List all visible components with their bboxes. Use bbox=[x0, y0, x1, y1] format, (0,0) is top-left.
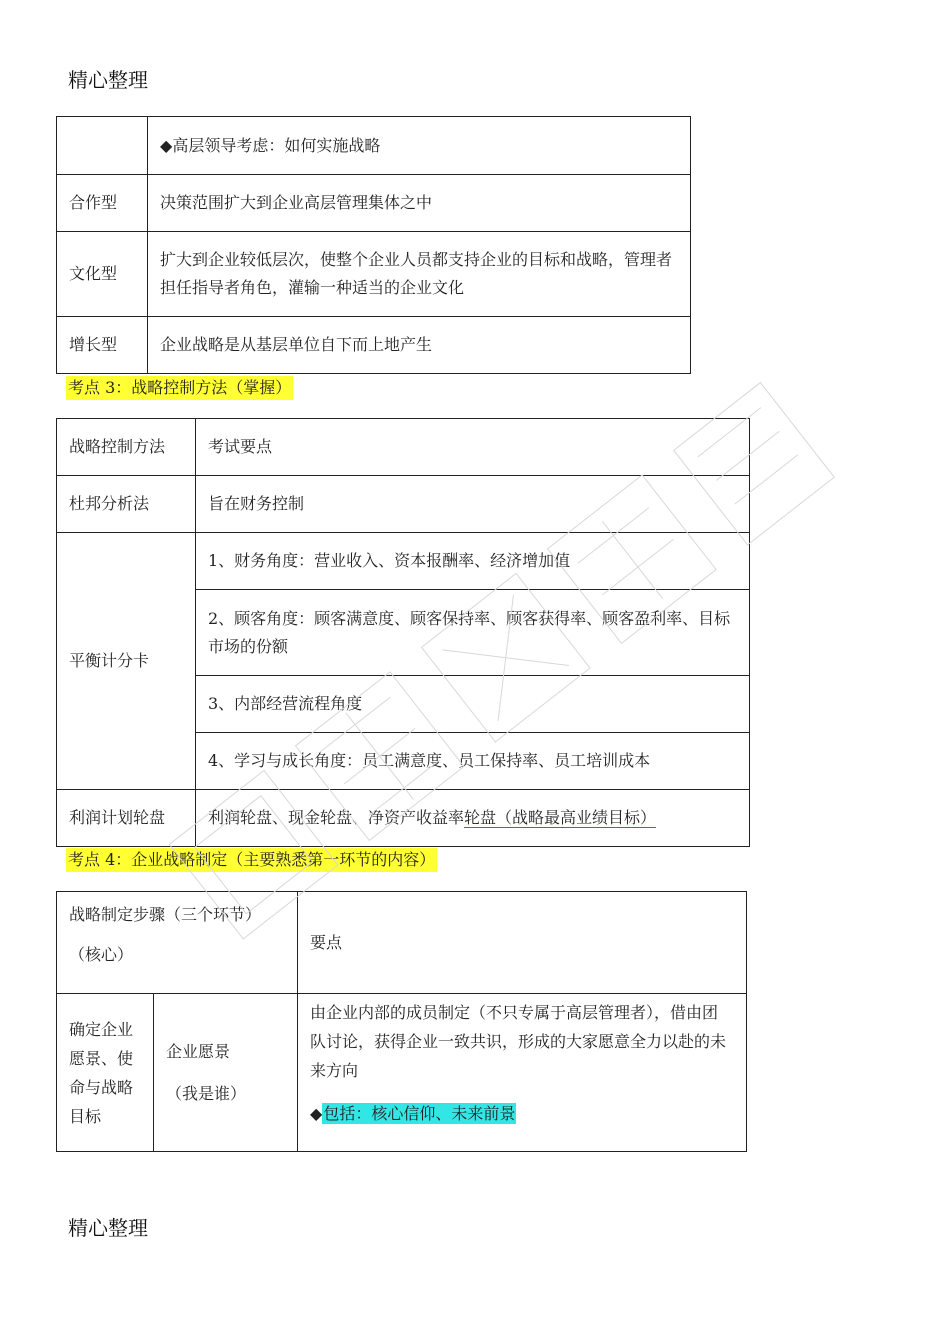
section-heading-kp4: 考点 4：企业战略制定（主要熟悉第一环节的内容） bbox=[66, 848, 437, 872]
table-cell-type: 增长型 bbox=[57, 317, 148, 374]
table-cell-desc: 扩大到企业较低层次，使整个企业人员都支持企业的目标和战略，管理者担任指导者角色，灌输一种适当的企业文化 bbox=[148, 232, 691, 317]
table-row bbox=[57, 476, 750, 533]
bullet-line bbox=[310, 1099, 734, 1128]
table-row bbox=[57, 790, 750, 847]
table-header-row bbox=[57, 419, 750, 476]
table-header-row bbox=[57, 892, 747, 994]
method-name: 平衡计分卡 bbox=[57, 533, 196, 790]
table-row bbox=[57, 175, 691, 232]
table-row bbox=[57, 232, 691, 317]
table-cell-desc: 企业战略是从基层单位自下而上地产生 bbox=[148, 317, 691, 374]
page-footer-title: 精心整理 bbox=[68, 1216, 148, 1240]
column-header-points: 考试要点 bbox=[196, 419, 750, 476]
diamond-icon: ◆ bbox=[310, 1104, 323, 1123]
bsc-item: 1、财务角度：营业收入、资本报酬率、经济增加值 bbox=[196, 533, 750, 590]
column-header-method: 战略控制方法 bbox=[57, 419, 196, 476]
column-header-points: 要点 bbox=[298, 892, 747, 994]
table-row bbox=[57, 117, 691, 175]
bsc-item: 2、顾客角度：顾客满意度、顾客保持率、顾客获得率、顾客盈利率、目标市场的份额 bbox=[196, 590, 750, 676]
diamond-icon: ◆ bbox=[160, 135, 173, 155]
method-name: 杜邦分析法 bbox=[57, 476, 196, 533]
strategic-control-table bbox=[56, 418, 750, 847]
table-cell-type bbox=[57, 117, 148, 175]
table-row bbox=[57, 317, 691, 374]
sub-step-line: 企业愿景 bbox=[166, 1041, 231, 1061]
table-row bbox=[57, 994, 747, 1152]
table-cell-desc bbox=[148, 117, 691, 175]
implementation-modes-table bbox=[56, 116, 691, 374]
highlighted-text: 包括：核心信仰、未来前景 bbox=[323, 1104, 516, 1123]
method-name: 利润计划轮盘 bbox=[57, 790, 196, 847]
table-cell-type: 合作型 bbox=[57, 175, 148, 232]
section-heading-kp3: 考点 3：战略控制方法（掌握） bbox=[66, 376, 293, 400]
sub-step bbox=[154, 994, 298, 1152]
table-cell-desc: 决策范围扩大到企业高层管理集体之中 bbox=[148, 175, 691, 232]
strategy-formulation-table bbox=[56, 891, 747, 1152]
underlined-text: 轮盘（战略最高业绩目标） bbox=[464, 808, 657, 827]
method-desc bbox=[196, 790, 750, 847]
step-desc bbox=[298, 994, 747, 1152]
bsc-item: 3、内部经营流程角度 bbox=[196, 676, 750, 733]
sub-step-line: （我是谁） bbox=[166, 1083, 247, 1103]
desc-text: 由企业内部的成员制定（不只专属于高层管理者），借由团队讨论，获得企业一致共识，形成的大家愿意全力以赴的未来方向 bbox=[310, 1003, 727, 1080]
cell-text: 利润轮盘、现金轮盘、净资产收益率 bbox=[208, 808, 465, 827]
method-desc: 旨在财务控制 bbox=[196, 476, 750, 533]
header-line: 战略制定步骤（三个环节） bbox=[69, 905, 262, 924]
cell-text: 高层领导考虑：如何实施战略 bbox=[172, 135, 381, 155]
table-cell-type: 文化型 bbox=[57, 232, 148, 317]
column-header-steps bbox=[57, 892, 298, 994]
header-line: （核心） bbox=[69, 945, 134, 964]
table-row bbox=[57, 533, 750, 590]
bsc-item: 4、学习与成长角度：员工满意度、员工保持率、员工培训成本 bbox=[196, 733, 750, 790]
page-header-title: 精心整理 bbox=[68, 68, 148, 92]
step-name: 确定企业愿景、使命与战略目标 bbox=[57, 994, 154, 1152]
